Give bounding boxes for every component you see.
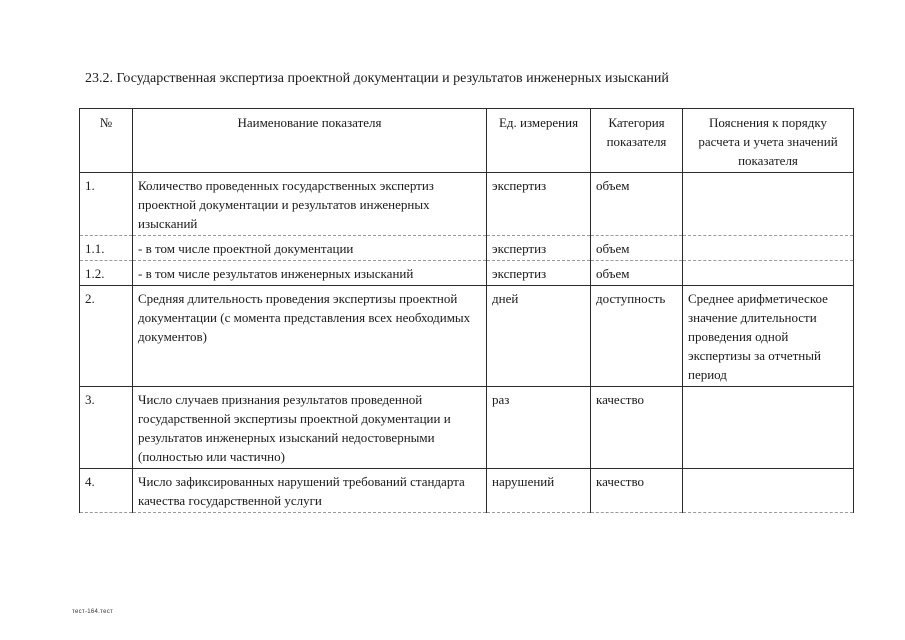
table-row [80,261,854,286]
row-number: 3. [80,387,133,469]
row-unit: экспертиз [487,236,591,261]
table-row [80,173,854,236]
indicators-table [79,108,854,513]
row-category: качество [591,469,683,513]
row-category: объем [591,236,683,261]
row-notes [683,387,854,469]
row-notes [683,261,854,286]
row-notes [683,469,854,513]
table-row [80,286,854,387]
row-number: 2. [80,286,133,387]
header-number: № [80,109,133,173]
row-category: объем [591,173,683,236]
row-indicator-name: - в том числе результатов инженерных изысканий [133,261,487,286]
footer-file-label: тест-164.тест [72,609,114,615]
header-indicator-name: Наименование показателя [133,109,487,173]
row-category: качество [591,387,683,469]
row-unit: экспертиз [487,261,591,286]
row-number: 1. [80,173,133,236]
row-unit: дней [487,286,591,387]
row-notes [683,173,854,236]
section-heading: 23.2. Государственная экспертиза проектной документации и результатов инженерных изысканий [85,71,669,86]
row-category: объем [591,261,683,286]
row-indicator-name: Число случаев признания результатов проведенной государственной экспертизы проектной документации и результатов инженерных изысканий недостоверными (полностью или частично) [133,387,487,469]
row-number: 1.2. [80,261,133,286]
row-unit: раз [487,387,591,469]
row-indicator-name: Число зафиксированных нарушений требований стандарта качества государственной услуги [133,469,487,513]
row-notes [683,236,854,261]
row-category: доступность [591,286,683,387]
row-unit: экспертиз [487,173,591,236]
header-unit: Ед. измерения [487,109,591,173]
row-unit: нарушений [487,469,591,513]
row-indicator-name: Средняя длительность проведения экспертизы проектной документации (с момента представления всех необходимых документов) [133,286,487,387]
row-number: 4. [80,469,133,513]
row-indicator-name: - в том числе проектной документации [133,236,487,261]
table-header-row [80,109,854,173]
header-category: Категория показателя [591,109,683,173]
row-indicator-name: Количество проведенных государственных экспертиз проектной документации и результатов инженерных изысканий [133,173,487,236]
table-row [80,236,854,261]
table-row [80,469,854,513]
row-number: 1.1. [80,236,133,261]
row-notes: Среднее арифметическое значение длительности проведения одной экспертизы за отчетный период [683,286,854,387]
table-row [80,387,854,469]
header-notes: Пояснения к порядку расчета и учета значений показателя [683,109,854,173]
